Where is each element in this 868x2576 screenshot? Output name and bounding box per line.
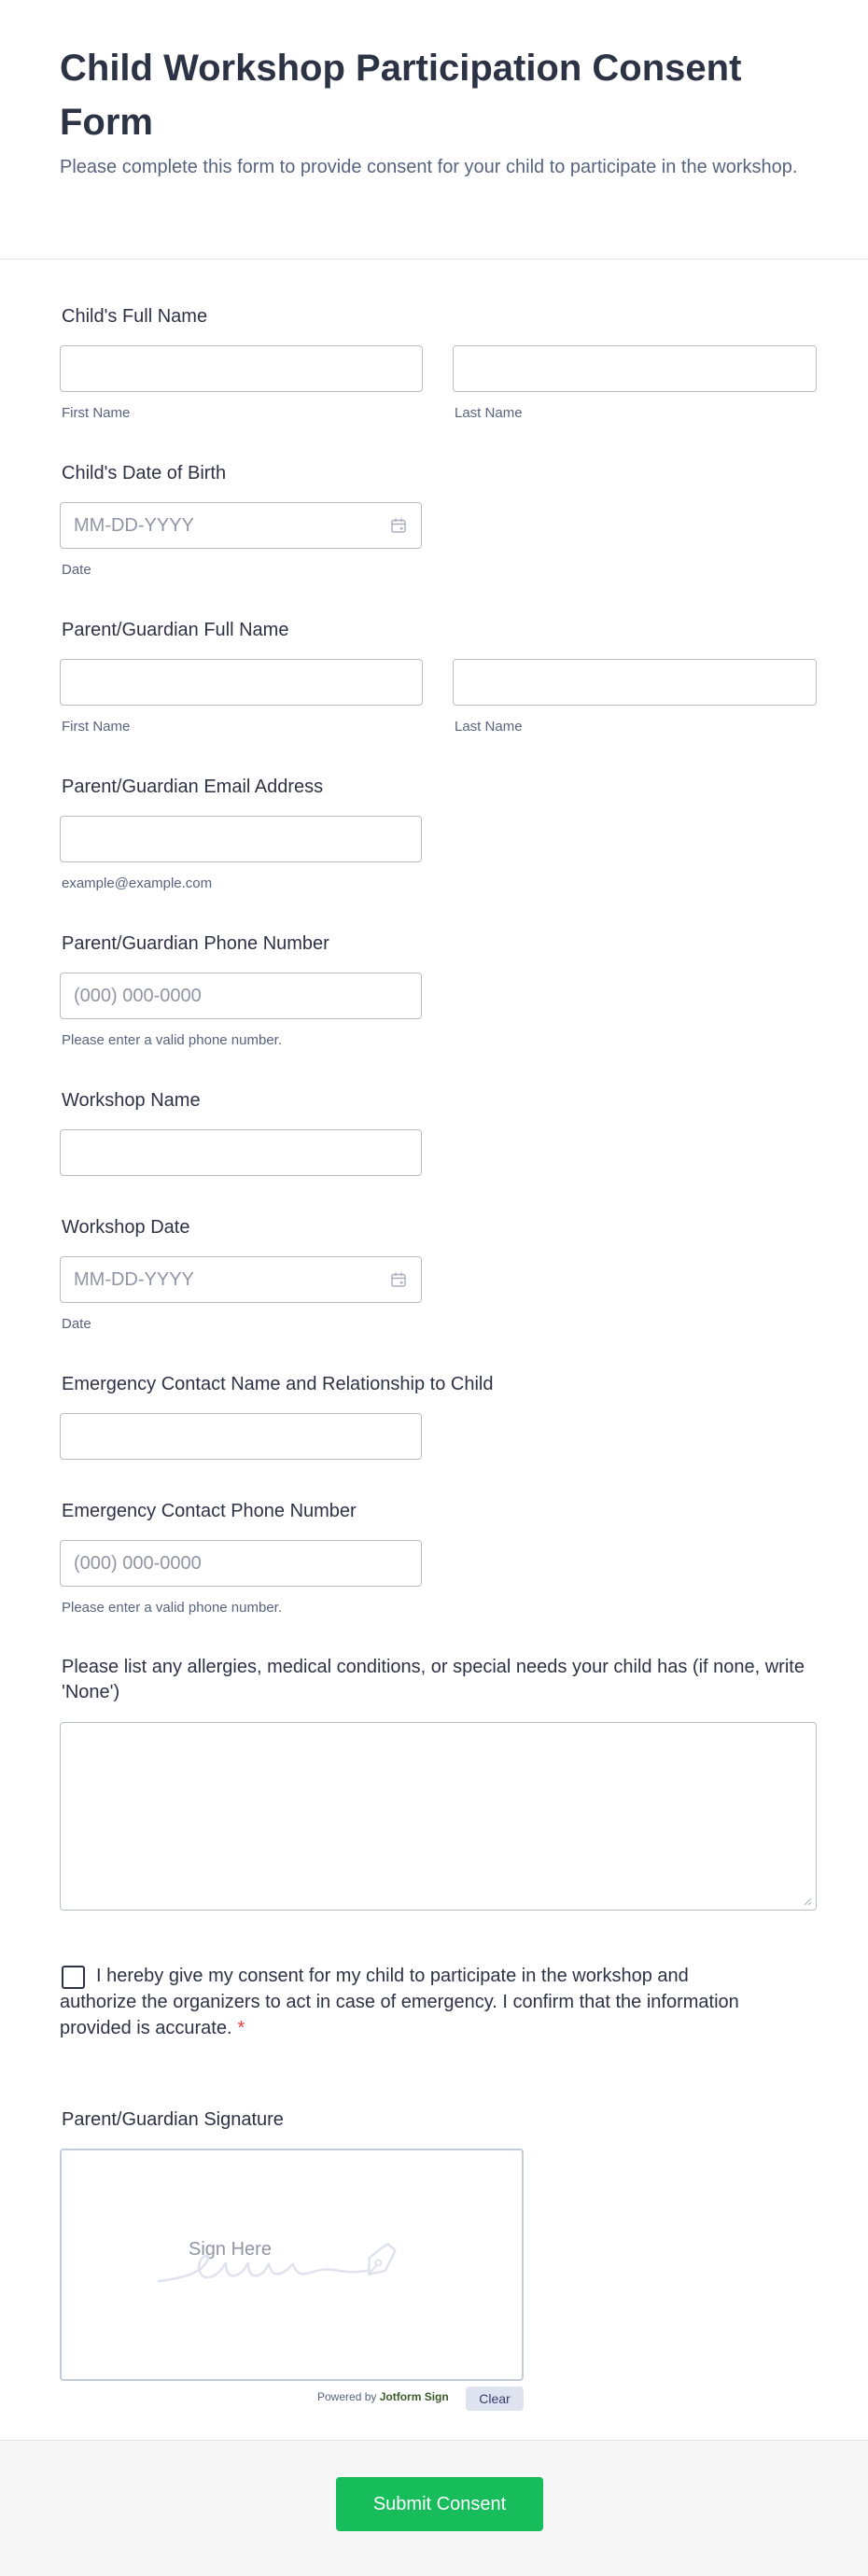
signature-label: Parent/Guardian Signature: [62, 2109, 284, 2130]
child-dob-label: Child's Date of Birth: [62, 463, 227, 483]
parent-phone-label: Parent/Guardian Phone Number: [62, 933, 329, 954]
form-header: [0, 0, 868, 259]
child-last-name-input[interactable]: [453, 345, 817, 392]
parent-last-name-input[interactable]: [453, 659, 817, 706]
parent-phone-sublabel: Please enter a valid phone number.: [62, 1032, 282, 1048]
form-subtitle: Please complete this form to provide consent for your child to participate in the workshop.: [60, 157, 798, 177]
child-dob-input[interactable]: [60, 502, 422, 549]
workshop-date-input[interactable]: [60, 1256, 422, 1303]
consent-text-body: I hereby give my consent for my child to participate in the workshop and authorize the organizers to act in case of emergency. I confirm that the information provided is accurate.: [60, 1966, 739, 2038]
emergency-contact-label: Emergency Contact Name and Relationship to Child: [62, 1374, 494, 1394]
parent-email-sublabel: example@example.com: [62, 875, 213, 891]
jotform-sign-brand[interactable]: Jotform Sign: [379, 2390, 449, 2403]
emergency-phone-input[interactable]: [60, 1540, 422, 1587]
parent-email-input[interactable]: [60, 816, 422, 862]
parent-last-name-sublabel: Last Name: [455, 719, 523, 735]
emergency-phone-sublabel: Please enter a valid phone number.: [62, 1600, 282, 1616]
parent-first-name-sublabel: First Name: [62, 719, 131, 735]
parent-first-name-input[interactable]: [60, 659, 423, 706]
medical-textarea[interactable]: [60, 1722, 817, 1911]
workshop-date-sublabel: Date: [62, 1316, 91, 1332]
emergency-phone-label: Emergency Contact Phone Number: [62, 1501, 357, 1521]
powered-by-prefix: Powered by: [317, 2390, 377, 2403]
workshop-date-label: Workshop Date: [62, 1217, 190, 1238]
workshop-name-label: Workshop Name: [62, 1090, 201, 1111]
child-first-name-input[interactable]: [60, 345, 423, 392]
child-dob-sublabel: Date: [62, 562, 91, 578]
clear-signature-button[interactable]: Clear: [466, 2387, 524, 2411]
consent-text: [60, 1963, 769, 2041]
child-first-name-sublabel: First Name: [62, 405, 131, 421]
powered-by-text: [317, 2390, 449, 2403]
sign-here-hint: Sign Here: [189, 2239, 272, 2260]
medical-label: Please list any allergies, medical conditions, or special needs your child has (if none, write 'None'): [62, 1657, 805, 1702]
child-last-name-sublabel: Last Name: [455, 405, 523, 421]
parent-name-label: Parent/Guardian Full Name: [62, 620, 289, 640]
workshop-name-input[interactable]: [60, 1129, 422, 1176]
submit-button[interactable]: Submit Consent: [336, 2477, 543, 2531]
required-mark: *: [237, 2018, 245, 2038]
parent-email-label: Parent/Guardian Email Address: [62, 777, 324, 797]
child-name-label: Child's Full Name: [62, 306, 208, 327]
calendar-icon[interactable]: [390, 1271, 407, 1288]
resize-handle-icon[interactable]: [803, 1897, 812, 1906]
parent-phone-input[interactable]: [60, 973, 422, 1019]
form-title: Child Workshop Participation Consent Form: [60, 48, 742, 143]
calendar-icon[interactable]: [390, 517, 407, 534]
signature-squiggle-graphic: [157, 2233, 423, 2289]
emergency-contact-input[interactable]: [60, 1413, 422, 1460]
